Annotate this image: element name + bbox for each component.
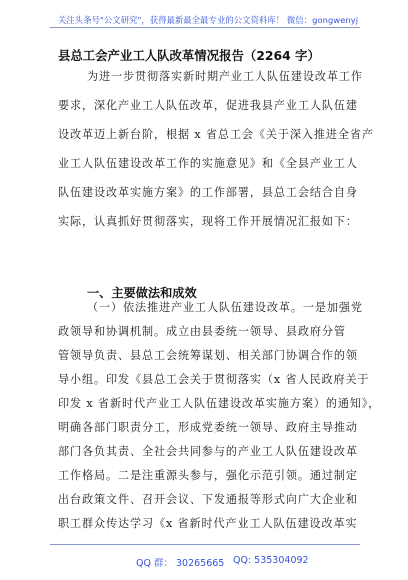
body-line-2: 政领导和协调机制。成立由县委统一领导、县政府分管 xyxy=(58,325,346,338)
section-heading: 一、主要做法和成效 xyxy=(87,286,197,300)
intro-line-4: 业工人队伍建设改革工作的实施意见》和《全县产业工人 xyxy=(58,157,358,170)
intro-line-3: 设改革迈上新台阶，根据 x 省总工会《关于深入推进全省产 xyxy=(58,128,374,141)
footer-qq: QQ: 535304092 xyxy=(233,555,309,566)
footer-divider xyxy=(50,544,360,545)
body-line-4: 导小组。印发《县总工会关于贯彻落实（x 省人民政府关于 xyxy=(58,373,370,386)
body-line-6: 明确各部门职责分工，形成党委统一领导、政府主导推动 xyxy=(58,421,358,434)
body-line-7: 部门各负其责、全社会共同参与的产业工人队伍建设改革 xyxy=(58,445,358,458)
body-line-1: （一）依法推进产业工人队伍建设改革。一是加强党 xyxy=(87,301,363,314)
body-line-10: 职工群众传达学习《x 省新时代产业工人队伍建设改革实 xyxy=(58,517,358,530)
body-line-3: 管领导负责、县总工会统筹谋划、相关部门协调合作的领 xyxy=(58,349,358,362)
intro-line-5: 队伍建设改革实施方案》的工作部署，县总工会结合自身 xyxy=(58,186,358,199)
header-banner: 关注头条号"公文研究"，获得最新最全最专业的公文资料库！ 微信：gongwenyj xyxy=(58,15,359,25)
body-line-5: 印发 x 省新时代产业工人队伍建设改革实施方案）的通知》， xyxy=(58,397,381,410)
header-divider xyxy=(50,27,360,28)
body-line-8: 工作格局。二是注重源头参与，强化示范引领。通过制定 xyxy=(58,469,358,482)
intro-line-1: 为进一步贯彻落实新时期产业工人队伍建设改革工作 xyxy=(87,70,363,83)
intro-line-6: 实际，认真抓好贯彻落实，现将工作开展情况汇报如下： xyxy=(58,215,358,228)
footer-qq-group: QQ 群： 30265665 xyxy=(136,558,225,569)
intro-line-2: 要求，深化产业工人队伍改革，促进我县产业工人队伍建 xyxy=(58,99,358,112)
body-line-9: 出台政策文件、召开会议、下发通报等形式向广大企业和 xyxy=(58,493,358,506)
document-title: 县总工会产业工人队改革情况报告（2264 字） xyxy=(58,48,320,63)
